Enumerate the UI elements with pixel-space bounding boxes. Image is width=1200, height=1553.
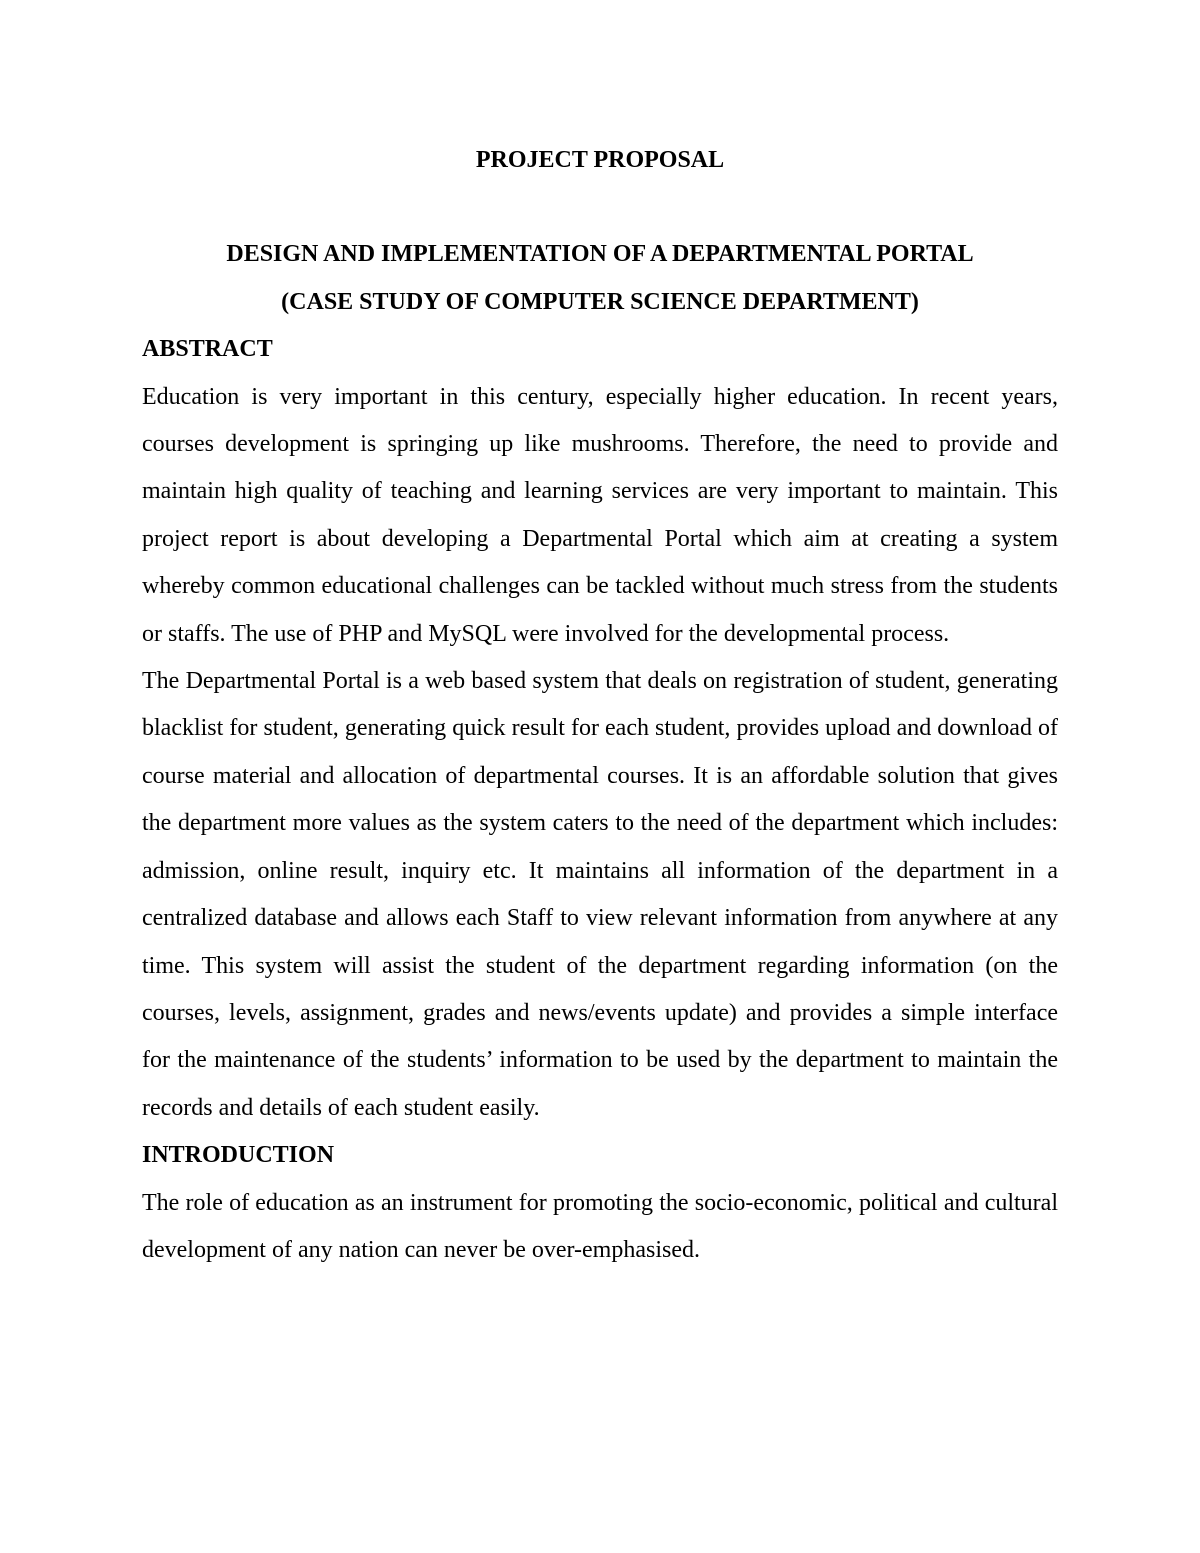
abstract-paragraph-1: Education is very important in this century, especially higher education. In recent years, courses development is springing up like mushrooms. Therefore, the need to provide and maintain high quality of teaching and learning services are very important to maintain. This project report is about developing a Departmental Portal which aim at creating a system whereby common educational challenges can be tackled without much stress from the students or staffs. The use of PHP and MySQL were involved for the developmental process.	[142, 383, 1058, 647]
document-subtitle-line-2: (CASE STUDY OF COMPUTER SCIENCE DEPARTMENT)	[281, 288, 919, 315]
introduction-paragraph-1: The role of education as an instrument for promoting the socio-economic, political and cultural development of any nation can never be over-emphasised.	[142, 1189, 1058, 1263]
abstract-paragraph-2: The Departmental Portal is a web based system that deals on registration of student, generating blacklist for student, generating quick result for each student, provides upload and download of course material and allocation of departmental courses. It is an affordable solution that gives the department more values as the system caters to the need of the department which includes: admission, online result, inquiry etc. It maintains all information of the department in a centralized database and allows each Staff to view relevant information from anywhere at any time. This system will assist the student of the department regarding information (on the courses, levels, assignment, grades and news/events update) and provides a simple interface for the maintenance of the students’ information to be used by the department to maintain the records and details of each student easily.	[142, 668, 1058, 1121]
introduction-heading: INTRODUCTION	[142, 1142, 335, 1169]
document-subtitle-line-1: DESIGN AND IMPLEMENTATION OF A DEPARTMENTAL PORTAL	[226, 241, 974, 268]
document-page	[142, 137, 1058, 1274]
document-title: PROJECT PROPOSAL	[475, 147, 725, 173]
abstract-heading: ABSTRACT	[142, 336, 273, 363]
